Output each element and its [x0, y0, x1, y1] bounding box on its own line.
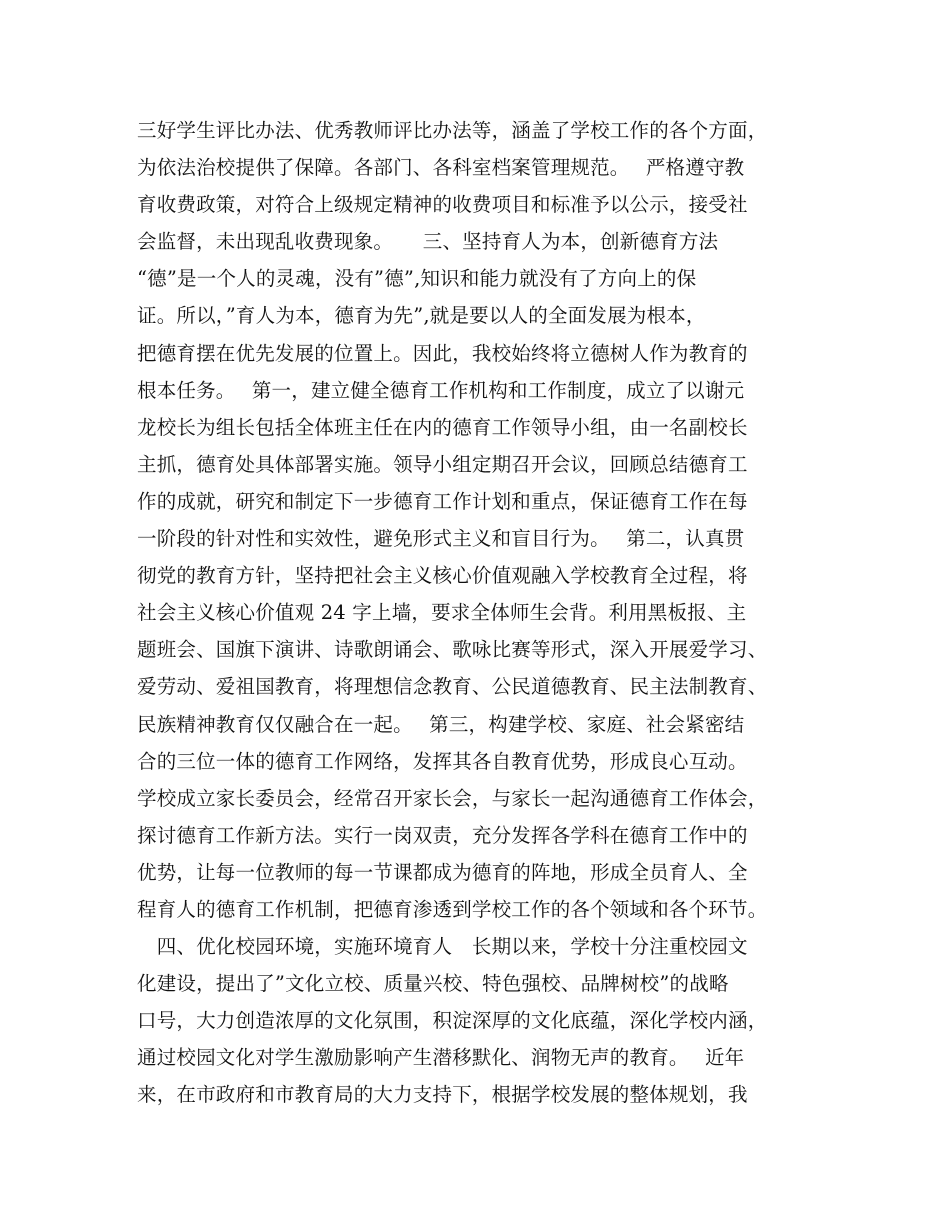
- text-line: 作的成就，研究和制定下一步德育工作计划和重点，保证德育工作在每: [137, 489, 748, 513]
- text-line: 会监督，未出现乱收费现象。 三、坚持育人为本，创新德育方法: [137, 230, 719, 254]
- text-line: 探讨德育工作新方法。实行一岗双责，充分发挥各学科在德育工作中的: [137, 823, 748, 847]
- text-line: 题班会、国旗下演讲、诗歌朗诵会、歌咏比赛等形式，深入开展爱学习、: [137, 638, 768, 662]
- text-line: 口号，大力创造浓厚的文化氛围，积淀深厚的文化底蕴，深化学校内涵，: [137, 1009, 768, 1033]
- text-line: 合的三位一体的德育工作网络，发挥其各自教育优势，形成良心互动。: [137, 749, 748, 773]
- text-line: 育收费政策，对符合上级规定精神的收费项目和标准予以公示，接受社: [137, 193, 748, 217]
- document-body: [137, 112, 837, 1114]
- text-line: 根本任务。 第一，建立健全德育工作机构和工作制度，成立了以谢元: [137, 378, 745, 402]
- text-line: 四、优化校园环境，实施环境育人 长期以来，学校十分注重校园文: [137, 935, 748, 959]
- text-line: 民族精神教育仅仅融合在一起。 第三，构建学校、家庭、社会紧密结: [137, 712, 745, 736]
- text-line: 学校成立家长委员会，经常召开家长会，与家长一起沟通德育工作体会，: [137, 786, 768, 810]
- text-line: 化建设，提出了”文化立校、质量兴校、特色强校、品牌树校”的战略: [137, 972, 729, 996]
- text-line: 社会主义核心价值观 24 字上墙，要求全体师生会背。利用黑板报、主: [137, 601, 747, 625]
- text-line: 主抓，德育处具体部署实施。领导小组定期召开会议，回顾总结德育工: [137, 452, 748, 476]
- text-line: 彻党的教育方针，坚持把社会主义核心价值观融入学校教育全过程，将: [137, 564, 748, 588]
- text-line: 来，在市政府和市教育局的大力支持下，根据学校发展的整体规划，我: [137, 1083, 748, 1107]
- text-line: 一阶段的针对性和实效性，避免形式主义和盲目行为。 第二，认真贯: [137, 527, 745, 551]
- text-line: 龙校长为组长包括全体班主任在内的德育工作领导小组，由一名副校长: [137, 415, 748, 439]
- text-line: 程育人的德育工作机制，把德育渗透到学校工作的各个领域和各个环节。: [137, 897, 768, 921]
- text-line: 证。所以，”育人为本，德育为先”,就是要以人的全面发展为根本，: [137, 304, 706, 328]
- text-line: 通过校园文化对学生激励影响产生潜移默化、润物无声的教育。 近年: [137, 1046, 745, 1070]
- text-line: 把德育摆在优先发展的位置上。因此，我校始终将立德树人作为教育的: [137, 341, 748, 365]
- text-line: 优势，让每一位教师的每一节课都成为德育的阵地，形成全员育人、全: [137, 860, 748, 884]
- text-line: 三好学生评比办法、优秀教师评比办法等，涵盖了学校工作的各个方面，: [137, 119, 768, 142]
- text-line: 为依法治校提供了保障。各部门、各科室档案管理规范。 严格遵守教: [137, 156, 745, 180]
- text-line: “德”是一个人的灵魂，没有”德”,知识和能力就没有了方向上的保: [137, 267, 697, 291]
- text-line: 爱劳动、爱祖国教育，将理想信念教育、公民道德教育、民主法制教育、: [137, 675, 768, 699]
